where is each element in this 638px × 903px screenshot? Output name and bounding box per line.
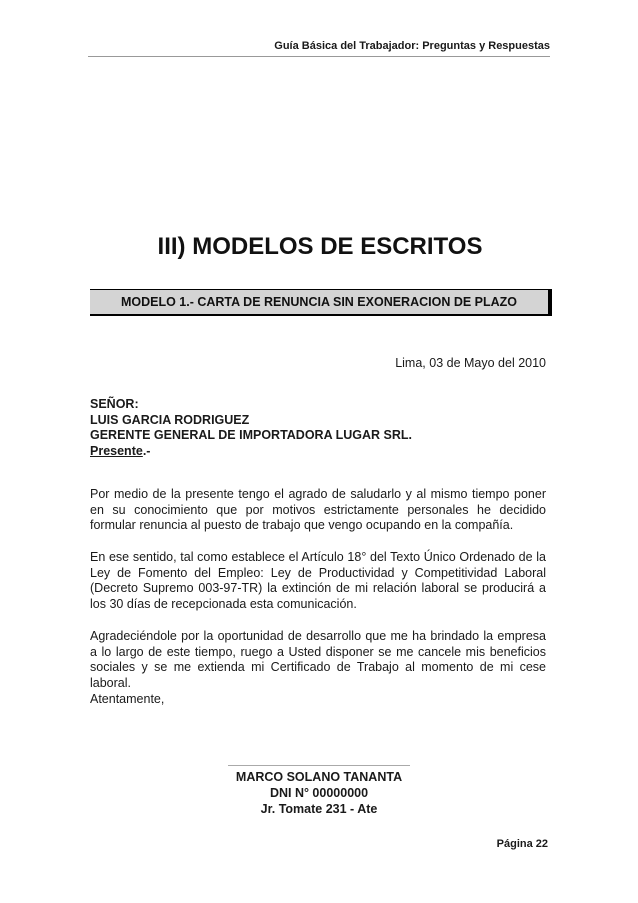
presente-suffix: .-	[142, 443, 151, 458]
signer-dni: DNI N° 00000000	[269, 785, 369, 800]
recipient-position: GERENTE GENERAL DE IMPORTADORA LUGAR SRL.	[90, 428, 413, 442]
paragraph-intro: Por medio de la presente tengo el agrado de saludarlo y al mismo tiempo poner en su conocimiento que por motivos estrictamente personales he decidido formular renuncia al puesto de trabajo que vengo ocupando en la compañía.	[90, 487, 546, 533]
section-title: III) MODELOS DE ESCRITOS	[157, 233, 483, 260]
page-number: Página 22	[496, 838, 548, 850]
model-heading: MODELO 1.- CARTA DE RENUNCIA SIN EXONERACION DE PLAZO	[90, 290, 548, 314]
running-header: Guía Básica del Trabajador: Preguntas y Respuestas	[274, 40, 550, 52]
header-rule	[88, 56, 550, 57]
model-heading-bar	[90, 289, 552, 316]
closing-text: Atentamente,	[90, 692, 165, 706]
recipient-name: LUIS GARCIA RODRIGUEZ	[90, 412, 250, 427]
signature-line	[228, 765, 410, 766]
presente-line	[90, 444, 412, 460]
presente-word: Presente	[90, 443, 143, 458]
signature-block	[180, 770, 458, 817]
recipient-salutation: SEÑOR:	[90, 397, 139, 411]
letter-date: Lima, 03 de Mayo del 2010	[395, 356, 546, 370]
recipient-block	[90, 397, 412, 459]
signer-name: MARCO SOLANO TANANTA	[235, 770, 403, 784]
signer-address: Jr. Tomate 231 - Ate	[260, 801, 378, 816]
paragraph-legal-basis: En ese sentido, tal como establece el Artículo 18° del Texto Único Ordenado de la Ley de Fomento del Empleo: Ley de Productividad y Competitividad Laboral (Decreto Supremo 003-97-TR) la extinción de mi relación laboral se producirá a los 30 días de recepcionada esta comunicación.	[90, 550, 546, 612]
paragraph-gratitude: Agradeciéndole por la oportunidad de desarrollo que me ha brindado la empresa a lo largo de este tiempo, ruego a Usted disponer se me cancele mis beneficios sociales y se me extienda mi Certificado de Trabajo al momento de mi cese laboral.	[90, 629, 546, 691]
